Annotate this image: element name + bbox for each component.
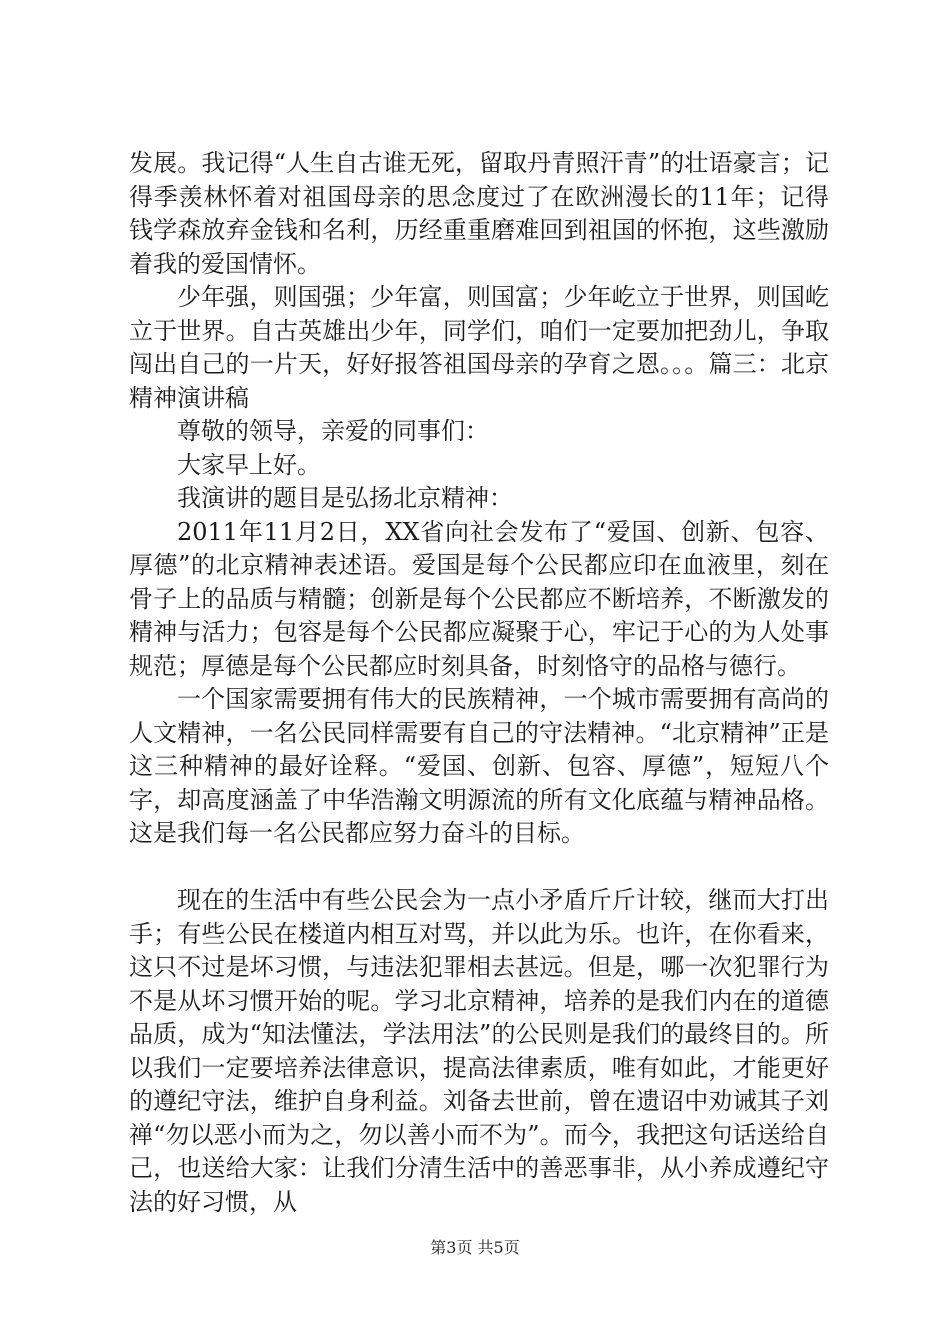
paragraph-topic: 我演讲的题目是弘扬北京精神：: [177, 484, 513, 512]
paragraph-4: 一个国家需要拥有伟大的民族精神，一个城市需要拥有高尚的人文精神，一名公民同样需要有自己的守法精神。“北京精神”正是这三种精神的最好诠释。“爱国、创新、包容、厚德”，短短八个字，却高度涵盖了中华浩瀚文明源流的所有文化底蕴与精神品格。这是我们每一名公民都应努力奋斗的目标。: [129, 685, 829, 847]
document-body: [129, 147, 829, 1219]
paragraph-1: 发展。我记得“人生自古谁无死，留取丹青照汗青”的壮语豪言；记得季羡林怀着对祖国母亲的思念度过了在欧洲漫长的11年；记得钱学森放弃金钱和名利，历经重重磨难回到祖国的怀抱，这些激励着我的爱国情怀。: [129, 149, 829, 278]
paragraph-3: 2011年11月2日，XX省向社会发布了“爱国、创新、包容、厚德”的北京精神表述语。爱国是每个公民都应印在血液里，刻在骨子上的品质与精髓；创新是每个公民都应不断培养，不断激发的精神与活力；包容是每个公民都应凝聚于心，牢记于心的为人处事规范；厚德是每个公民都应时刻具备，时刻恪守的品格与德行。: [129, 517, 829, 680]
paragraph-gap: [129, 851, 829, 885]
paragraph-greeting: 大家早上好。: [177, 450, 321, 479]
page-footer: 第3页 共5页: [430, 1238, 520, 1257]
paragraph-2: 少年强，则国强；少年富，则国富；少年屹立于世界，则国屹立于世界。自古英雄出少年，同学们，咱们一定要加把劲儿，争取闯出自己的一片天，好好报答祖国母亲的孕育之恩。。。篇三：北京精神演讲稿: [129, 283, 829, 412]
paragraph-salutation: 尊敬的领导，亲爱的同事们：: [177, 417, 489, 445]
paragraph-5: 现在的生活中有些公民会为一点小矛盾斤斤计较，继而大打出手；有些公民在楼道内相互对骂，并以此为乐。也许，在你看来，这只不过是坏习惯，与违法犯罪相去甚远。但是，哪一次犯罪行为不是从坏习惯开始的呢。学习北京精神，培养的是我们内在的道德品质，成为“知法懂法，学法用法”的公民则是我们的最终目的。所以我们一定要培养法律意识，提高法律素质，唯有如此，才能更好的遵纪守法，维护自身利益。刘备去世前，曾在遗诏中劝诫其子刘禅“勿以恶小而为之，勿以善小而不为”。而今，我把这句话送给自己，也送给大家：让我们分清生活中的善恶事非，从小养成遵纪守法的好习惯，从: [129, 886, 829, 1216]
